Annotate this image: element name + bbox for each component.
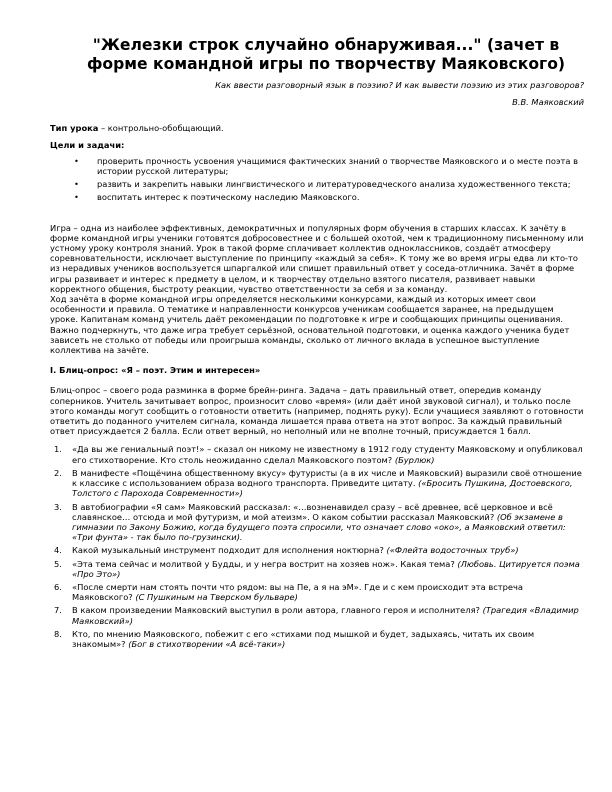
- question-item: [50, 559, 584, 579]
- question-text: Какой музыкальный инструмент подходит для исполнения ноктюрна?: [72, 545, 387, 556]
- question-text: «После смерти нам стоять почти что рядом: вы на Пе, а я на эМ». Где и с кем происходит эта встреча Маяковского?: [72, 581, 523, 603]
- goals-heading: Цели и задачи:: [50, 139, 125, 150]
- question-answer: (Любовь. Цитируется поэма «Про Это»): [72, 558, 580, 579]
- question-answer: (Бурлюк): [392, 454, 435, 465]
- intro-paragraph: Ход зачёта в форме командной игры определяется несколькими конкурсами, каждый из которых имеет свои особенности и правила. О тематике и направленности конкурсов ученикам сообщается заранее, на предыдущем уроке. Капитанам команд учитель даёт рекомендации по подготовке к игре и сообщающих принципы оценивания. Важно подчеркнуть, что даже игра требует серьёзной, основательной подготовки, и оценка каждого ученика будет зависеть не столько от победы или проигрыша команды, сколько от личного вклада в успешное выступление коллектива на зачёте.: [50, 294, 570, 356]
- question-number: 8.: [54, 628, 62, 639]
- question-text: В автобиографии «Я сам» Маяковский рассказал: «…возненавидел сразу – всё древнее, всё церковное и всё славянское… отсюда и мой футуризм, и мой атеизм». О каком событии рассказал Маяковский?: [72, 501, 553, 522]
- epigraph: [50, 80, 584, 107]
- question-answer: (Бог в стихотворении «А всё-таки»): [128, 638, 286, 649]
- question-number: 2.: [54, 467, 62, 478]
- question-item: [50, 502, 584, 543]
- question-item: [50, 582, 584, 602]
- question-answer: (Трагедия «Владимир Маяковский»): [72, 605, 579, 626]
- question-item: [50, 468, 584, 499]
- epigraph-author: В.В. Маяковский: [512, 97, 584, 108]
- section-description: Блиц-опрос – своего рода разминка в форме брейн-ринга. Задача – дать правильный ответ, опередив команду соперников. Учитель зачитывает вопрос, произносит слово «время» (или даёт иной звуковой сигнал), и только после этого команды могут сообщить о готовности ответить (например, поднять руку). Если учащиеся заявляют о готовности ответить до поданного учителем сигнала, команда лишается права ответа на этот вопрос. За каждый правильный ответ присуждается 2 балла. Если ответ верный, но неполный или не вполне точный, присуждается 1 балл.: [50, 385, 584, 437]
- question-text: В манифесте «Пощёчина общественному вкусу» футуристы (а в их числе и Маяковский) выразили своё отношение к классике с использованием образа водного транспорта. Приведите цитату.: [72, 467, 582, 489]
- question-answer: («Бросить Пушкина, Достоевского, Толстого с Парохода Современности»): [72, 478, 573, 499]
- lesson-type-label: Тип урока: [50, 123, 99, 134]
- question-text: Кто, по мнению Маяковского, побежит с его «стихами под мышкой и будет, задыхаясь, читать их своим знакомым»?: [72, 628, 535, 649]
- goal-item: • воспитать интерес к поэтическому наследию Маяковского.: [50, 192, 584, 202]
- question-item: [50, 545, 584, 555]
- question-number: 7.: [54, 605, 62, 616]
- question-number: 5.: [54, 558, 62, 569]
- lesson-type: [50, 123, 584, 133]
- question-text: «Эта тема сейчас и молитвой у Будды, и у негра вострит на хозяев нож». Какая тема?: [72, 558, 458, 569]
- section-heading: I. Блиц-опрос: «Я – поэт. Этим и интересен»: [50, 365, 261, 376]
- question-text: В каком произведении Маяковский выступил в роли автора, главного героя и исполнителя?: [72, 605, 483, 616]
- questions-list: [50, 444, 584, 649]
- page-title: "Железки строк случайно обнаруживая..." (зачет в форме командной игры по творчеству Маяковского): [86, 36, 566, 73]
- question-answer: (С Пушкиным на Тверском бульваре): [135, 592, 298, 603]
- lesson-type-text: – контрольно-обобщающий.: [98, 123, 224, 134]
- question-text: «Да вы же гениальный поэт!» – сказал он никому не известному в 1912 году студенту Маяковскому и опубликовал его стихотворение. Кто столь неожиданно сделал Маяковского поэтом?: [72, 444, 583, 465]
- question-number: 3.: [54, 501, 62, 512]
- goal-item: • развить и закрепить навыки лингвистического и литературоведческого анализа художественного текста;: [50, 179, 584, 189]
- question-answer: (Об экзамене в гимназии по Закону Божию, когда будущего поэта спросили, что означает слово «око», а Маяковский ответил: «Три фунта» - так было по-грузински).: [72, 511, 566, 543]
- intro-text: [50, 223, 584, 356]
- question-number: 1.: [54, 444, 62, 455]
- intro-paragraph: Игра – одна из наиболее эффективных, демократичных и популярных форм обучения в старших классах. К зачёту в форме командной игры ученики готовятся добросовестнее и с большей охотой, чем к традиционному письменному или устному уроку контроля знаний. Урок в такой форме сплачивает коллектив одноклассников, создаёт атмосферу соревновательности, исключает выступление по принципу «каждый за себя». К тому же во время игры едва ли кто-то из нерадивых учеников воспользуется шпаргалкой или спишет правильный ответ у соседа-отличника. Зачёт в форме игры развивает и интерес к предмету в целом, и к творчеству отдельно взятого писателя, развивает навыки корректного общения, быстроту реакции, чувство ответственности за себя и за команду.: [50, 222, 584, 294]
- question-answer: («Флейта водосточных труб»): [386, 545, 519, 556]
- question-item: [50, 629, 584, 649]
- epigraph-quote: Как ввести разговорный язык в поэзию? И как вывести поэзию из этих разговоров?: [215, 80, 584, 90]
- question-item: [50, 444, 584, 464]
- question-number: 4.: [54, 545, 62, 556]
- question-number: 6.: [54, 581, 62, 592]
- goal-item: • проверить прочность усвоения учащимися фактических знаний о творчестве Маяковского и о месте поэта в истории русской литературы;: [50, 156, 584, 176]
- question-item: [50, 605, 584, 625]
- goals-list: [50, 156, 584, 203]
